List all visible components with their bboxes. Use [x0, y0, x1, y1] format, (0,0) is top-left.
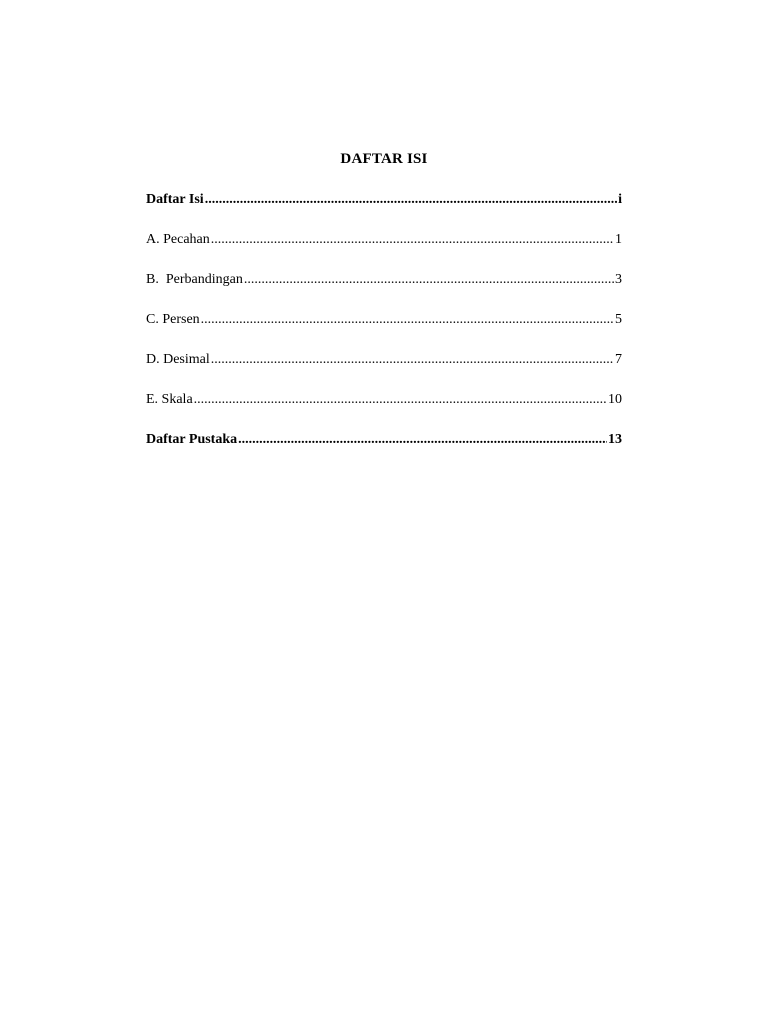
- toc-entry-page: 3: [615, 272, 622, 287]
- toc-entry-page: 10: [608, 392, 622, 407]
- toc-entry-page: i: [618, 192, 622, 207]
- toc-dot-leader: [211, 230, 614, 250]
- toc-entry-label: C. Persen: [146, 312, 200, 327]
- toc-dot-leader: [205, 190, 617, 210]
- toc-entry-label: Daftar Isi: [146, 192, 204, 207]
- toc-entry-persen[interactable]: [146, 310, 622, 330]
- toc-entry-skala[interactable]: [146, 390, 622, 410]
- toc-entry-label: A. Pecahan: [146, 232, 210, 247]
- toc-dot-leader: [244, 270, 614, 290]
- toc-dot-leader: [211, 350, 614, 370]
- toc-dot-leader: [201, 310, 614, 330]
- toc-dot-leader: [194, 390, 607, 410]
- toc-entry-desimal[interactable]: [146, 350, 622, 370]
- toc-dot-leader: [238, 430, 607, 450]
- table-of-contents: [146, 190, 622, 470]
- toc-entry-page: 1: [615, 232, 622, 247]
- toc-entry-page: 5: [615, 312, 622, 327]
- page-title: DAFTAR ISI: [340, 151, 428, 167]
- toc-entry-page: 7: [615, 352, 622, 367]
- toc-entry-daftar-isi[interactable]: [146, 190, 622, 210]
- toc-entry-label: Daftar Pustaka: [146, 432, 238, 447]
- toc-entry-perbandingan[interactable]: [146, 270, 622, 290]
- toc-entry-label: B. Perbandingan: [146, 272, 243, 287]
- toc-entry-page: 13: [608, 432, 622, 447]
- toc-entry-pecahan[interactable]: [146, 230, 622, 250]
- toc-entry-daftar-pustaka[interactable]: [146, 430, 622, 450]
- toc-entry-label: E. Skala: [146, 392, 193, 407]
- toc-entry-label: D. Desimal: [146, 352, 210, 367]
